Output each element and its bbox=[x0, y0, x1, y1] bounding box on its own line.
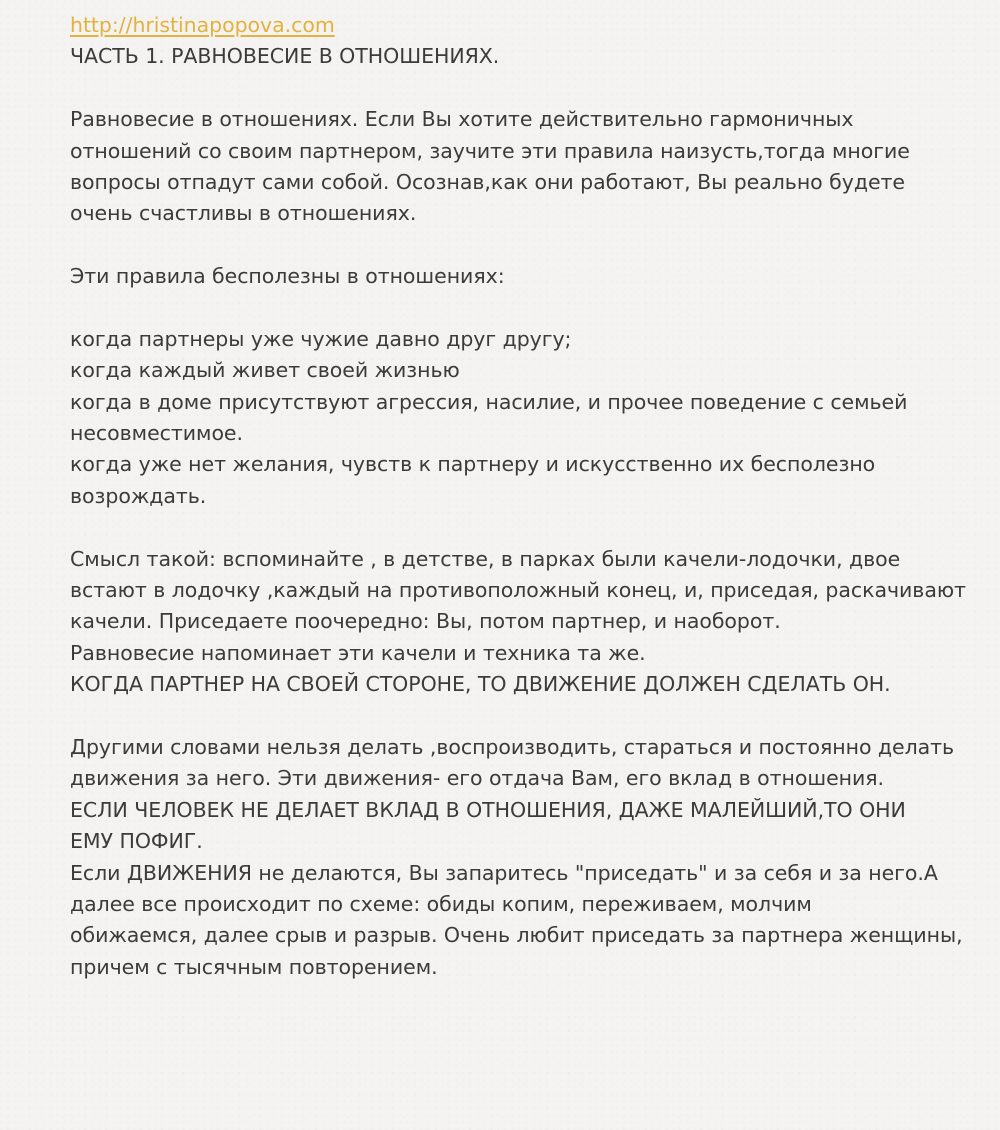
swing-paragraph bbox=[70, 544, 970, 701]
text-line: очень счастливы в отношениях. bbox=[70, 201, 417, 226]
condition-line: когда в доме присутствуют агрессия, насилие, и прочее поведение с семьей bbox=[70, 389, 908, 414]
text-line: движения за него. Эти движения- его отдача Вам, его вклад в отношения. bbox=[70, 766, 885, 791]
text-line: причем с тысячным повторением. bbox=[70, 954, 438, 979]
useless-rules-heading: Эти правила бесполезны в отношениях: bbox=[70, 264, 505, 289]
condition-line: когда уже нет желания, чувств к партнеру и искусственно их бесполезно bbox=[70, 452, 876, 477]
condition-line: когда каждый живет своей жизнью bbox=[70, 358, 460, 383]
text-line: вопросы отпадут сами собой. Осознав,как они работают, Вы реально будете bbox=[70, 169, 905, 194]
text-line: Если ДВИЖЕНИЯ не делаются, Вы запаритесь "приседать" и за себя и за него.А bbox=[70, 860, 938, 885]
website-link[interactable]: http://hristinapopova.com bbox=[70, 13, 335, 37]
note-body bbox=[70, 10, 970, 983]
note-title: ЧАСТЬ 1. РАВНОВЕСИЕ В ОТНОШЕНИЯХ. bbox=[70, 44, 500, 69]
text-line: Другими словами нельзя делать ,воспроизводить, стараться и постоянно делать bbox=[70, 734, 955, 759]
condition-line: когда партнеры уже чужие давно друг другу; bbox=[70, 326, 572, 351]
text-line: далее все происходит по схеме: обиды копим, переживаем, молчим bbox=[70, 891, 812, 916]
spacer bbox=[70, 512, 970, 543]
condition-line: возрождать. bbox=[70, 483, 207, 508]
conditions-list bbox=[70, 324, 970, 512]
text-line: отношений со своим партнером, заучите эти правила наизусть,тогда многие bbox=[70, 138, 910, 163]
spacer bbox=[70, 701, 970, 732]
text-line: Равновесие в отношениях. Если Вы хотите действительно гармоничных bbox=[70, 107, 854, 132]
text-line: обижаемся, далее срыв и разрыв. Очень любит приседать за партнера женщины, bbox=[70, 923, 963, 948]
text-line: КОГДА ПАРТНЕР НА СВОЕЙ СТОРОНЕ, ТО ДВИЖЕНИЕ ДОЛЖЕН СДЕЛАТЬ ОН. bbox=[70, 672, 891, 697]
conclusion-paragraph bbox=[70, 732, 970, 983]
spacer bbox=[70, 73, 970, 104]
text-line: ЕМУ ПОФИГ. bbox=[70, 829, 203, 854]
spacer bbox=[70, 230, 970, 261]
text-line: Смысл такой: вспоминайте , в детстве, в парках были качели-лодочки, двое bbox=[70, 546, 901, 571]
text-line: ЕСЛИ ЧЕЛОВЕК НЕ ДЕЛАЕТ ВКЛАД В ОТНОШЕНИЯ, ДАЖЕ МАЛЕЙШИЙ,ТО ОНИ bbox=[70, 797, 906, 822]
text-line: встают в лодочку ,каждый на противоположный конец, и, приседая, раскачивают bbox=[70, 578, 966, 603]
spacer bbox=[70, 293, 970, 324]
intro-paragraph bbox=[70, 104, 970, 230]
condition-line: несовместимое. bbox=[70, 421, 243, 446]
text-line: Равновесие напоминает эти качели и техника та же. bbox=[70, 640, 646, 665]
text-line: качели. Приседаете поочередно: Вы, потом партнер, и наоборот. bbox=[70, 609, 781, 634]
